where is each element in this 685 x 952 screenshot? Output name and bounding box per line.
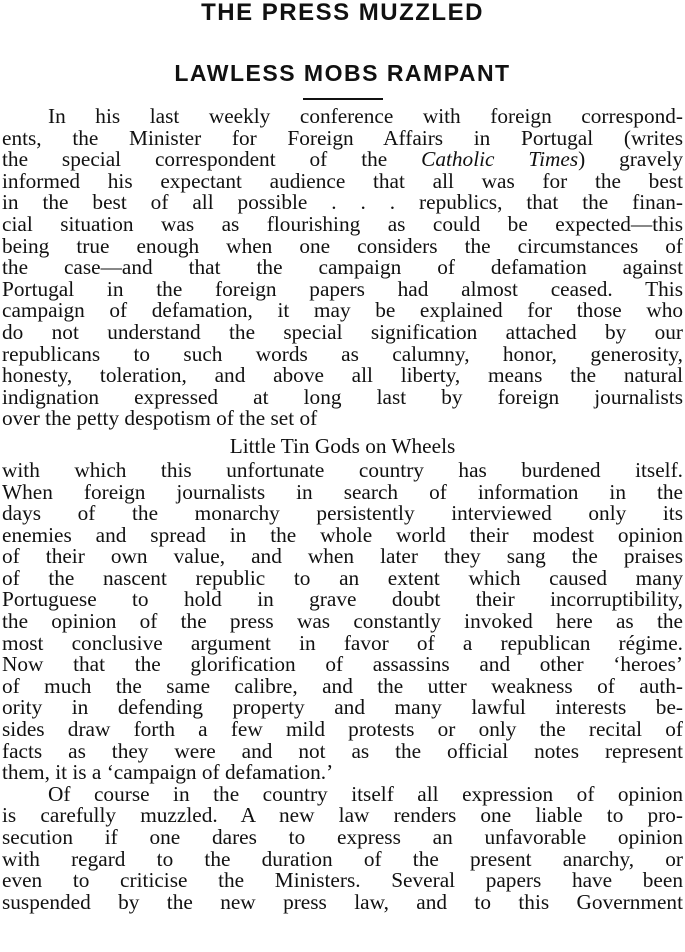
text-line: facts as they were and not as the official notes represent <box>2 738 683 763</box>
paragraph-2 <box>2 457 683 785</box>
text-line: them, it is a ‘campaign of defamation.’ <box>2 760 334 785</box>
title-divider <box>303 98 383 100</box>
text-line: When foreign journalists in search of information in the <box>2 479 683 504</box>
text-line: Of course in the country itself all expression of opinion <box>48 781 683 806</box>
text-line: indignation expressed at long last by foreign journalists <box>2 384 683 409</box>
text-line: Now that the glorification of assassins and other ‘heroes’ <box>2 652 683 677</box>
text-line: In his last weekly conference with foreign correspond- <box>48 104 683 128</box>
text-line: with regard to the duration of the present anarchy, or <box>2 846 683 871</box>
text-line: of their own value, and when later they sang the praises <box>2 544 683 569</box>
text-line: honesty, toleration, and above all liberty, means the natural <box>2 363 683 388</box>
publication-name: Catholic Times <box>421 147 579 172</box>
text-line: ents, the Minister for Foreign Affairs in Portugal (writes <box>2 125 683 150</box>
text-line: Portugal in the foreign papers had almost ceased. This <box>2 276 683 301</box>
paragraph-1 <box>2 106 683 430</box>
text-line: the special correspondent of the Catholic Times) gravely <box>2 147 683 172</box>
text-line: do not understand the special signification attached by our <box>2 319 683 344</box>
text-line: of the nascent republic to an extent which caused many <box>2 565 683 590</box>
paragraph-3 <box>2 781 683 914</box>
text-line: ority in defending property and many lawful interests be- <box>2 695 683 720</box>
article-title: THE PRESS MUZZLED <box>201 0 484 26</box>
text-line: even to criticise the Ministers. Several papers have been <box>2 868 683 893</box>
text-line: in the best of all possible . . . republics, that the finan- <box>2 190 683 215</box>
text-line: the case—and that the campaign of defamation against <box>2 255 683 280</box>
text-line: informed his expectant audience that all was for the best <box>2 168 683 193</box>
text-line: of much the same calibre, and the utter weakness of auth- <box>2 673 683 698</box>
text-line: over the petty despotism of the set of <box>2 406 318 431</box>
section-subheading: Little Tin Gods on Wheels <box>229 433 456 458</box>
text-line: the opinion of the press was constantly invoked here as the <box>2 609 683 634</box>
article-subtitle: LAWLESS MOBS RAMPANT <box>174 60 511 86</box>
text-line: Portuguese to hold in grave doubt their incorruptibility, <box>2 587 683 612</box>
text-line: sides draw forth a few mild protests or only the recital of <box>2 717 683 742</box>
text-line: campaign of defamation, it may be explained for those who <box>2 298 683 323</box>
text-line: suspended by the new press law, and to this Government <box>2 889 683 914</box>
text-line: with which this unfortunate country has burdened itself. <box>2 457 683 482</box>
text-line: most conclusive argument in favor of a republican régime. <box>2 630 683 655</box>
text-line: cial situation was as flourishing as could be expected—this <box>2 211 683 236</box>
text-line: enemies and spread in the whole world their modest opinion <box>2 522 683 547</box>
text-line: being true enough when one considers the circumstances of <box>2 233 683 258</box>
text-line: republicans to such words as calumny, honor, generosity, <box>2 341 683 366</box>
text-line: days of the monarchy persistently interviewed only its <box>2 501 683 526</box>
text-line: secution if one dares to express an unfavorable opinion <box>2 825 683 849</box>
text-line: is carefully muzzled. A new law renders one liable to pro- <box>2 803 683 828</box>
